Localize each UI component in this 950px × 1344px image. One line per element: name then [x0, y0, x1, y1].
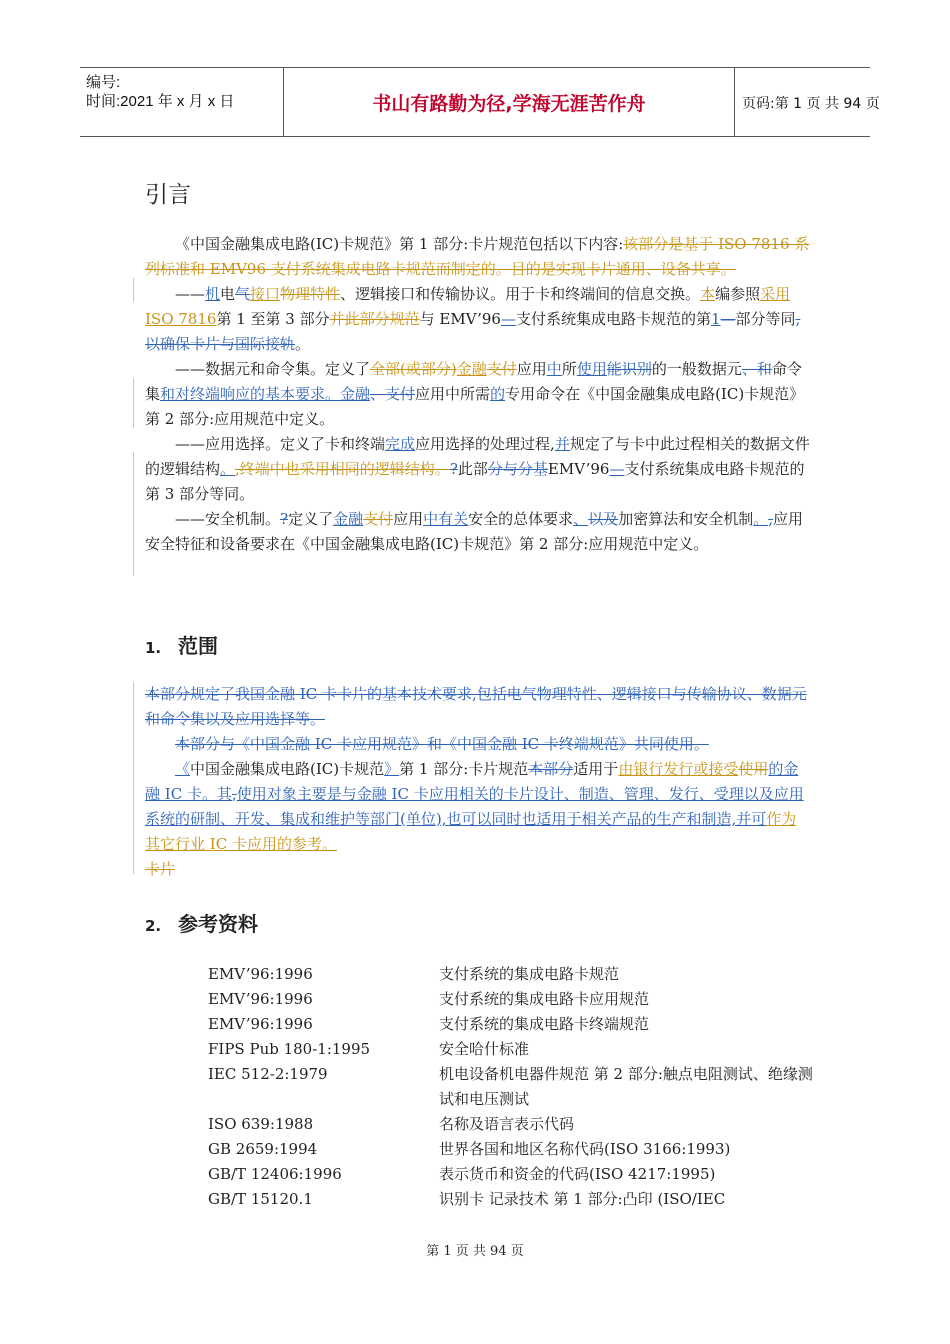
deleted-text: 卡片: [145, 860, 176, 878]
reference-code: GB 2659:1994: [208, 1140, 318, 1158]
inserted-text: 其: [216, 785, 232, 803]
deleted-text: 并此部分规范: [329, 310, 420, 328]
deleted-text: 使用: [738, 760, 769, 778]
intro-paragraph-2: [145, 282, 810, 357]
deleted-text: ?: [280, 510, 289, 528]
reference-code: FIPS Pub 180-1:1995: [208, 1040, 371, 1058]
references-heading: [145, 908, 258, 937]
intro-paragraph-1: [145, 232, 810, 282]
text-run: 编参照: [715, 285, 761, 303]
reference-title: 支付系统的集成电路卡规范: [439, 965, 620, 983]
reference-title: 世界各国和地区名称代码(ISO 3166:1993): [439, 1140, 731, 1158]
intro-title: 引言: [145, 182, 191, 208]
scope-title: 范围: [178, 634, 218, 658]
scope-paragraph-2: 本部分与《中国金融 IC 卡应用规范》和《中国金融 IC 卡终端规范》共同使用。: [175, 735, 709, 753]
text-run: 部分等同: [735, 310, 796, 328]
reference-item: [208, 962, 818, 987]
deleted-text: 支付: [486, 360, 517, 378]
text-run: 安全的总体要求: [468, 510, 574, 528]
deleted-text: ?: [449, 460, 458, 478]
text-run: 中国金融集成电路(IC)卡规范: [190, 760, 385, 778]
change-bar: [133, 452, 134, 576]
text-run: ——安全机制。: [175, 510, 281, 528]
text-run: 的一般数据元: [651, 360, 742, 378]
document-number-label: 编号:: [86, 74, 121, 91]
reference-item: [208, 1187, 818, 1212]
reference-title: 机电设备机电器件规范 第 2 部分:触点电阻测试、绝缘测试和电压测试: [439, 1065, 813, 1108]
deleted-text: ,以确保卡片与国际接轨: [145, 310, 801, 353]
deleted-text: 全部(或部分): [370, 360, 457, 378]
intro-paragraph-3: [145, 357, 810, 432]
deleted-text: ,: [231, 785, 237, 803]
text-run: 、逻辑接口和传输协议。用于卡和终端间的信息交换。: [340, 285, 701, 303]
inserted-text: —: [500, 310, 516, 328]
text-run: 应用: [516, 360, 547, 378]
reference-code: EMV’96:1996: [208, 1015, 313, 1033]
deleted-text: 该部分是基于 ISO 7816 系列标准和 EMV96 支付系统集成电路卡规范而制定的。目的是实现卡片通用、设备共享。: [145, 235, 810, 278]
text-run: 支付系统集成电路卡规范的第: [515, 310, 711, 328]
deleted-text: 以及: [588, 510, 619, 528]
text-run: 应用安全特征和设备要求在《中国金融集成电路(IC)卡规范》第 2 部分:应用规范中定义。: [145, 510, 804, 553]
document-time-label: 时间:2021 年 x 月 x 日: [86, 93, 235, 110]
inserted-text: 金融: [333, 510, 364, 528]
inserted-text: 。: [753, 510, 769, 528]
deleted-text: ,终端中也采用相同的逻辑结构。: [235, 460, 450, 478]
inserted-text: 接口: [250, 285, 281, 303]
inserted-text: 的: [490, 385, 506, 403]
scope-heading: [145, 630, 218, 659]
intro-body: [145, 232, 810, 557]
inserted-text: 中: [546, 360, 562, 378]
reference-code: EMV’96:1996: [208, 990, 313, 1008]
deleted-text: 支付: [363, 510, 394, 528]
inserted-text: 完成: [385, 435, 416, 453]
reference-title: 支付系统的集成电路卡应用规范: [439, 990, 650, 1008]
deleted-text: 气: [235, 285, 251, 303]
intro-paragraph-5: [145, 507, 810, 557]
scope-body: [145, 682, 810, 882]
references-list: [208, 962, 818, 1212]
text-run: 第 1 部分:卡片规范: [399, 760, 529, 778]
text-run: 加密算法和安全机制: [618, 510, 754, 528]
inserted-text: 和对终端响应的基本要求。金融: [160, 385, 371, 403]
reference-item: [208, 1137, 818, 1162]
reference-code: EMV’96:1996: [208, 965, 313, 983]
inserted-text: 机: [205, 285, 221, 303]
text-run: 规定了与卡中此过程相关的数据文件的逻辑结构: [145, 435, 810, 478]
header-left: [86, 73, 234, 111]
reference-code: GB/T 15120.1: [208, 1190, 313, 1208]
deleted-text: 物理特性: [280, 285, 341, 303]
inserted-text: 。: [220, 460, 236, 478]
text-run: 《中国金融集成电路(IC)卡规范》第 1 部分:卡片规范包括以下内容:: [175, 235, 624, 253]
text-run: 。: [295, 335, 311, 353]
header-motto: 书山有路勤为径,学海无涯苦作舟: [372, 92, 646, 115]
inserted-text: 使用: [576, 360, 607, 378]
inserted-text: 》: [384, 760, 400, 778]
change-bar: [133, 682, 134, 874]
inserted-text: 作为其它行业 IC 卡应用的参考。: [145, 810, 797, 853]
text-run: ——应用选择。定义了卡和终端: [175, 435, 386, 453]
header-page-info: 页码:第 1 页 共 94 页: [742, 96, 880, 112]
scope-paragraph-3: [145, 757, 810, 882]
reference-title: 表示货币和资金的代码(ISO 4217:1995): [439, 1165, 716, 1183]
deleted-text: ,: [768, 510, 773, 528]
reference-title: 支付系统的集成电路卡终端规范: [439, 1015, 650, 1033]
deleted-text: 本部分: [528, 760, 574, 778]
text-run: 应用选择的处理过程,: [415, 435, 555, 453]
text-run: ——数据元和命令集。定义了: [175, 360, 371, 378]
inserted-text: 采用 ISO 7816: [145, 285, 791, 328]
header-middle: [283, 68, 735, 136]
change-bar: [133, 378, 134, 428]
text-run: 第 1 至第 3 部分: [216, 310, 330, 328]
references-title: 参考资料: [178, 912, 258, 936]
inserted-text: 由银行发行或接受: [618, 760, 739, 778]
text-run: 支付系统集成电路卡规范的第 3 部分等同。: [145, 460, 805, 503]
scope-number: 1.: [145, 639, 162, 657]
text-run: 与 EMV’96: [419, 310, 501, 328]
text-run: 所: [561, 360, 577, 378]
deleted-text: 能识别: [606, 360, 652, 378]
reference-code: IEC 512-2:1979: [208, 1065, 328, 1083]
text-run: 命令集: [145, 360, 802, 403]
intro-paragraph-4: [145, 432, 810, 507]
reference-title: 安全哈什标准: [439, 1040, 530, 1058]
reference-item: [208, 1062, 818, 1112]
page-header: [80, 67, 880, 137]
inserted-text: 中有关: [423, 510, 469, 528]
inserted-text: 、: [573, 510, 589, 528]
inserted-text: 使用对象主要是与金融 IC 卡应用相关的卡片设计、制造、管理、发行、受理以及应用系统的研制、开发、集成和维护等部门(单位),也可以同时也适用于相关产品的生产和制造,并可: [145, 785, 804, 828]
text-run: 电: [220, 285, 236, 303]
text-run: 专用命令在《中国金融集成电路(IC)卡规范》第 2 部分:应用规范中定义。: [145, 385, 805, 428]
deleted-text: —: [720, 310, 736, 328]
reference-title: 名称及语言表示代码: [439, 1115, 575, 1133]
text-run: EMV’96: [547, 460, 610, 478]
inserted-text: 的金融 IC 卡。: [145, 760, 799, 803]
reference-item: [208, 1012, 818, 1037]
inserted-text: 《: [175, 760, 191, 778]
scope-paragraph-1: 本部分规定了我国金融 IC 卡卡片的基本技术要求,包括电气物理特性、逻辑接口与传输协议、数据元和命令集以及应用选择等。: [145, 685, 807, 728]
text-run: 应用: [393, 510, 424, 528]
text-run: ——: [175, 285, 205, 303]
change-bar: [133, 278, 134, 302]
reference-code: ISO 639:1988: [208, 1115, 314, 1133]
reference-code: GB/T 12406:1996: [208, 1165, 342, 1183]
inserted-text: 本: [700, 285, 716, 303]
page-footer: 第 1 页 共 94 页: [426, 1244, 524, 1259]
inserted-text: 1: [710, 310, 721, 328]
text-run: 应用中所需: [415, 385, 491, 403]
reference-title: 识别卡 记录技术 第 1 部分:凸印 (ISO/IEC: [439, 1190, 726, 1208]
inserted-text: 并: [554, 435, 570, 453]
deleted-text: 、支付: [370, 385, 416, 403]
text-run: 适用于: [573, 760, 619, 778]
inserted-text: 金融: [456, 360, 487, 378]
inserted-text: —: [609, 460, 625, 478]
text-run: 此部: [457, 460, 488, 478]
references-number: 2.: [145, 917, 162, 935]
reference-item: [208, 1037, 818, 1062]
deleted-text: 分与分基: [487, 460, 548, 478]
reference-item: [208, 1112, 818, 1137]
reference-item: [208, 987, 818, 1012]
reference-item: [208, 1162, 818, 1187]
deleted-text: 、和: [741, 360, 772, 378]
text-run: 定义了: [288, 510, 334, 528]
